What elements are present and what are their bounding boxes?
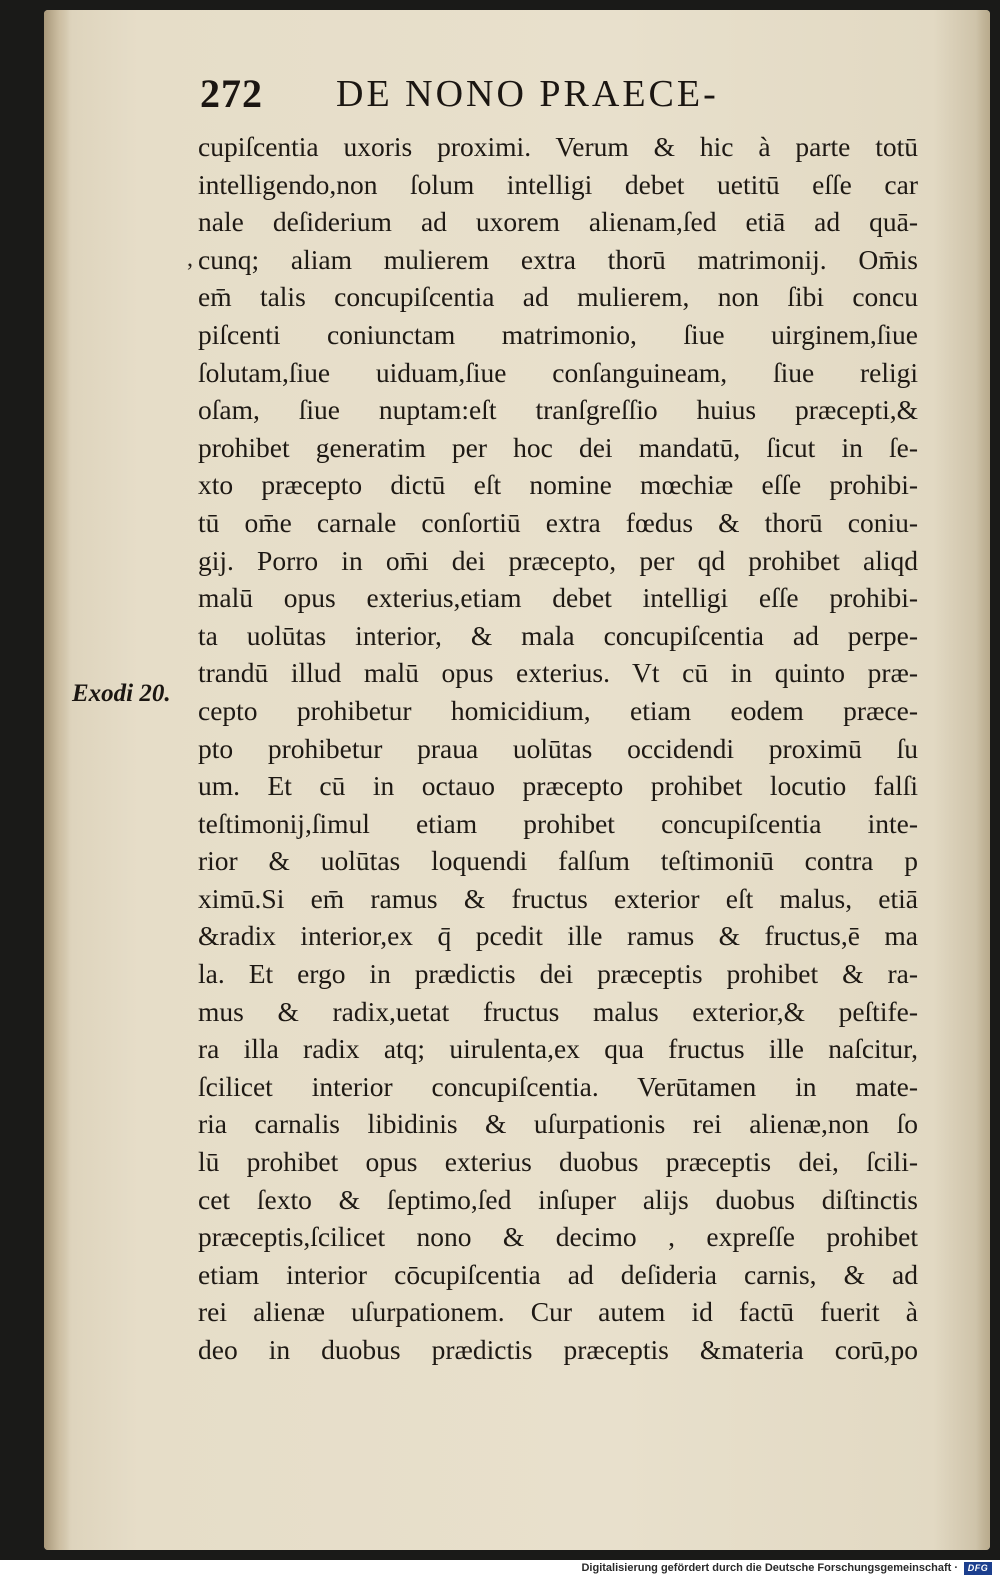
text-line: xto præcepto dictū eſt nomine mœchiæ eſſe prohibi- bbox=[198, 469, 918, 501]
body-text bbox=[198, 128, 918, 1369]
text-line: tū om̄e carnale conſortiū extra fœdus & thorū coniu- bbox=[198, 506, 918, 538]
text-line: cet ſexto & ſeptimo,ſed inſuper alijs duobus diſtinctis bbox=[198, 1183, 918, 1215]
text-line: piſcenti coniunctam matrimonio, ſiue uirginem,ſiue bbox=[198, 318, 918, 350]
text-line: oſam, ſiue nuptam:eſt tranſgreſſio huius præcepti,& bbox=[198, 394, 918, 426]
text-line: cepto prohibetur homicidium, etiam eodem præce- bbox=[198, 694, 918, 726]
text-line: ria carnalis libidinis & uſurpationis rei alienæ,non ſo bbox=[198, 1108, 918, 1140]
page-number: 272 bbox=[200, 71, 263, 116]
text-line: &radix interior,ex q̄ pcedit ille ramus & fructus,ē ma bbox=[198, 920, 918, 952]
text-line: trandū illud malū opus exterius. Vt cū in quinto præ- bbox=[198, 657, 918, 689]
text-line: rei alienæ uſurpationem. Cur autem id factū fuerit à bbox=[198, 1296, 918, 1328]
text-line: cunq; aliam mulierem extra thorū matrimonij. Om̄is bbox=[198, 243, 918, 275]
text-line: deo in duobus prædictis præceptis &materia corū,po bbox=[198, 1334, 918, 1365]
dfg-logo: DFG bbox=[964, 1562, 992, 1575]
text-line: prohibet generatim per hoc dei mandatū, ſicut in ſe- bbox=[198, 431, 918, 463]
text-line: lū prohibet opus exterius duobus præceptis dei, ſcili- bbox=[198, 1146, 918, 1178]
text-line: la. Et ergo in prædictis dei præceptis prohibet & ra- bbox=[198, 958, 918, 990]
text-line: em̄ talis concupiſcentia ad mulierem, non ſibi concu bbox=[198, 281, 918, 313]
footer-credit: Digitalisierung gefördert durch die Deutsche Forschungsgemeinschaft · bbox=[581, 1562, 958, 1574]
text-line: teſtimonij,ſimul etiam prohibet concupiſcentia inte- bbox=[198, 807, 918, 839]
text-line: ximū.Si em̄ ramus & fructus exterior eſt malus, etiā bbox=[198, 882, 918, 914]
text-line: nale deſiderium ad uxorem alienam,ſed etiā ad quā- bbox=[198, 206, 918, 238]
page-gutter-shadow bbox=[44, 10, 70, 1550]
page-header bbox=[200, 70, 920, 116]
text-line: præceptis,ſcilicet nono & decimo , expreſſe prohibet bbox=[198, 1221, 918, 1253]
text-line: ſolutam,ſiue uiduam,ſiue conſanguineam, ſiue religi bbox=[198, 356, 918, 388]
text-line: ra illa radix atq; uirulenta,ex qua fructus ille naſcitur, bbox=[198, 1033, 918, 1065]
margin-mark: , bbox=[187, 246, 193, 272]
text-line: ta uolūtas interior, & mala concupiſcentia ad perpe- bbox=[198, 619, 918, 651]
text-line: cupiſcentia uxoris proximi. Verum & hic à parte totū bbox=[198, 131, 918, 162]
text-line: mus & radix,uetat fructus malus exterior,& peſtife- bbox=[198, 995, 918, 1027]
text-line: intelligendo,non ſolum intelligi debet uetitū eſſe car bbox=[198, 168, 918, 200]
text-line: malū opus exterius,etiam debet intelligi eſſe prohibi- bbox=[198, 582, 918, 614]
text-line: etiam interior cōcupiſcentia ad deſideria carnis, & ad bbox=[198, 1258, 918, 1290]
marginal-note: Exodi 20. bbox=[72, 680, 171, 707]
text-line: um. Et cū in octauo præcepto prohibet locutio falſi bbox=[198, 770, 918, 802]
text-line: rior & uolūtas loquendi falſum teſtimoniū contra p bbox=[198, 845, 918, 877]
text-line: gij. Porro in om̄i dei præcepto, per qd prohibet aliqd bbox=[198, 544, 918, 576]
page-edge-shadow bbox=[976, 10, 990, 1550]
text-line: ſcilicet interior concupiſcentia. Verūtamen in mate- bbox=[198, 1070, 918, 1102]
text-line: pto prohibetur praua uolūtas occidendi proximū ſu bbox=[198, 732, 918, 764]
running-head: DE NONO PRAECE- bbox=[336, 73, 719, 115]
